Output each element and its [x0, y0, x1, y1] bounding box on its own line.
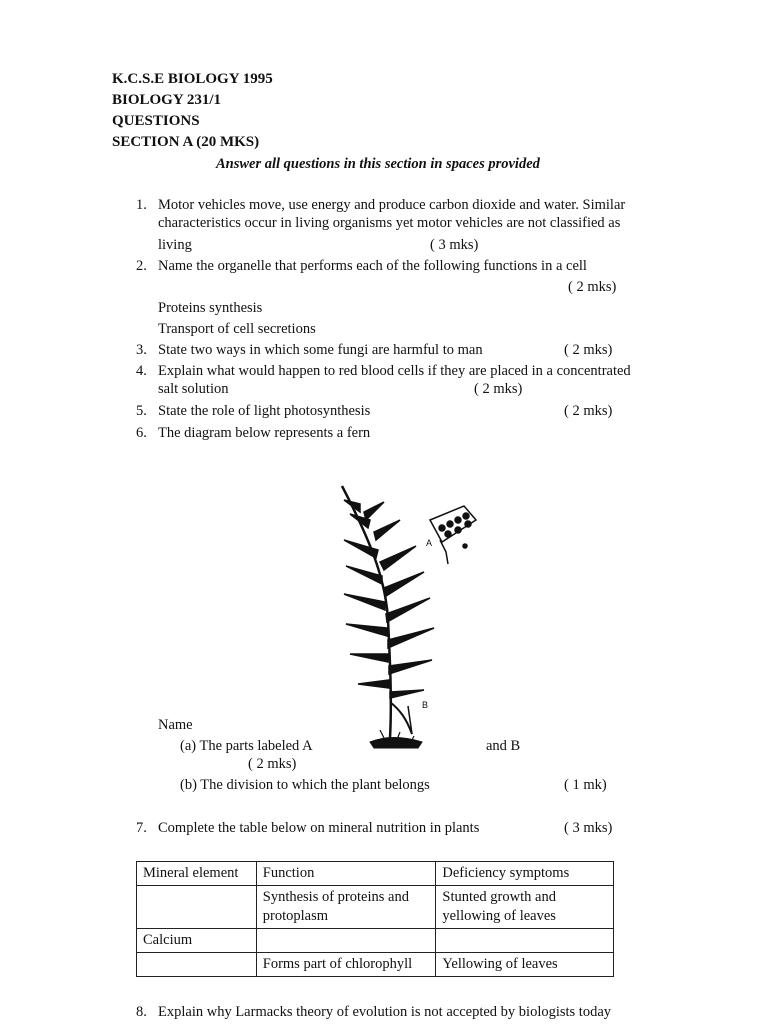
table-cell [137, 886, 257, 929]
question-2-text: Name the organelle that performs each of the following functions in a cell [158, 258, 587, 274]
question-5-marks: ( 2 mks) [564, 403, 613, 419]
question-7-marks: ( 3 mks) [564, 820, 613, 836]
question-1-line-3: living [158, 237, 192, 253]
question-4-line-2: salt solution [158, 381, 229, 397]
question-3-marks: ( 2 mks) [564, 342, 613, 358]
question-2-marks: ( 2 mks) [568, 279, 617, 295]
table-cell: Stunted growth and yellowing of leaves [436, 886, 614, 929]
question-6b-text: (b) The division to which the plant belongs [180, 777, 430, 793]
question-number-4: 4. [136, 363, 147, 379]
question-1-line-2: characteristics occur in living organisms yet motor vehicles are not classified as [158, 215, 621, 231]
question-number-1: 1. [136, 197, 147, 213]
question-5-text: State the role of light photosynthesis [158, 403, 371, 419]
instruction: Answer all questions in this section in spaces provided [216, 156, 540, 172]
question-4-marks: ( 2 mks) [474, 381, 523, 397]
header-cell: Mineral element [137, 862, 257, 886]
table-cell [137, 953, 257, 977]
fern-diagram [330, 480, 480, 750]
question-number-6: 6. [136, 425, 147, 441]
table-row [137, 953, 614, 977]
title-line-3: QUESTIONS [112, 113, 200, 129]
table-cell: Calcium [137, 929, 257, 953]
question-1-marks: ( 3 mks) [430, 237, 479, 253]
fern-label-a: A [426, 538, 433, 548]
question-number-7: 7. [136, 820, 147, 836]
question-2-item-1: Proteins synthesis [158, 300, 263, 316]
title-line-2: BIOLOGY 231/1 [112, 92, 222, 108]
question-number-3: 3. [136, 342, 147, 358]
question-number-2: 2. [136, 258, 147, 274]
question-4-line-1: Explain what would happen to red blood cells if they are placed in a concentrated [158, 363, 631, 379]
table-header-row [137, 862, 614, 886]
mineral-nutrition-table [136, 861, 614, 977]
fern-label-b: B [422, 700, 429, 710]
question-6a-marks: ( 2 mks) [248, 756, 297, 772]
question-6-text: The diagram below represents a fern [158, 425, 371, 441]
table-cell: Forms part of chlorophyll [256, 953, 436, 977]
question-6a-text: (a) The parts labeled A [180, 738, 313, 754]
question-number-5: 5. [136, 403, 147, 419]
header-cell: Function [256, 862, 436, 886]
fern-frond-illustration [342, 486, 434, 748]
table-row [137, 929, 614, 953]
title-line-1: K.C.S.E BIOLOGY 1995 [112, 71, 273, 87]
question-8-text: Explain why Larmacks theory of evolution is not accepted by biologists today [158, 1004, 612, 1020]
question-1-line-1: Motor vehicles move, use energy and produce carbon dioxide and water. Similar [158, 197, 626, 213]
question-2-item-2: Transport of cell secretions [158, 321, 316, 337]
question-6a-and: and B [486, 738, 521, 754]
table-cell: Yellowing of leaves [436, 953, 614, 977]
table-cell [436, 929, 614, 953]
question-6-name: Name [158, 717, 193, 733]
header-cell: Deficiency symptoms [436, 862, 614, 886]
table-cell: Synthesis of proteins and protoplasm [256, 886, 436, 929]
table-row [137, 886, 614, 929]
question-7-text: Complete the table below on mineral nutrition in plants [158, 820, 480, 836]
question-number-8: 8. [136, 1004, 147, 1020]
section-heading: SECTION A (20 MKS) [112, 134, 260, 150]
table-cell [256, 929, 436, 953]
sporangium-illustration [430, 506, 476, 564]
question-3-text: State two ways in which some fungi are harmful to man [158, 342, 483, 358]
question-6b-marks: ( 1 mk) [564, 777, 607, 793]
